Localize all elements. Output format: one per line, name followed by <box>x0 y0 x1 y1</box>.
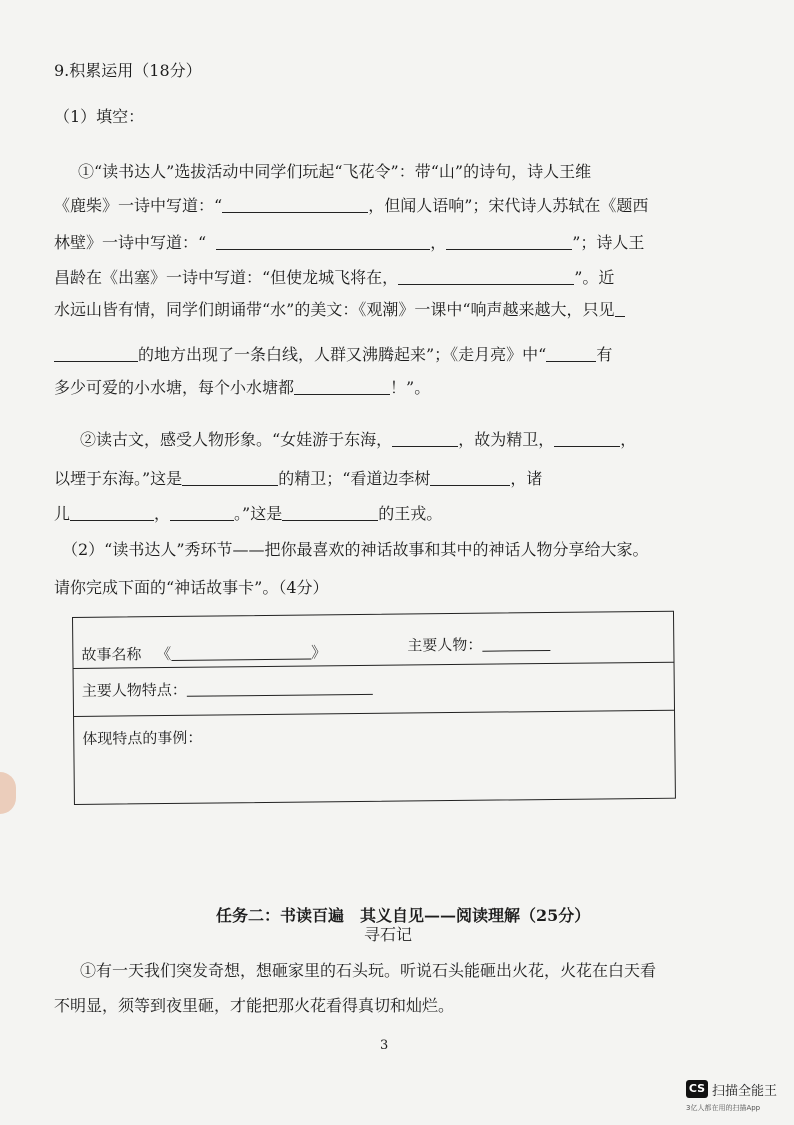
text: 林壁》一诗中写道：“ <box>54 233 207 252</box>
text: ”。近 <box>574 268 615 287</box>
text: 有 <box>596 345 613 364</box>
fill-blank[interactable] <box>282 504 378 521</box>
passage-paragraph-1-line-2: 不明显，须等到夜里砸，才能把那火花看得真切和灿烂。 <box>54 996 455 1015</box>
fill-blank[interactable] <box>392 430 458 447</box>
fill-blank[interactable] <box>615 300 625 317</box>
passage-paragraph-1-line-1: ①有一天我们突发奇想，想砸家里的石头玩。听说石头能砸出火花，火花在白天看 <box>80 961 657 980</box>
open-quote: 《 <box>156 644 172 664</box>
q1-line-5 <box>54 300 625 320</box>
q1-line-6 <box>54 345 612 365</box>
text: ”；诗人王 <box>572 233 645 252</box>
trait-blank[interactable] <box>187 678 373 697</box>
camscanner-logo-icon: CS <box>686 1080 708 1098</box>
fill-blank[interactable] <box>446 233 572 250</box>
section-9-title: 9.积累运用（18分） <box>54 61 202 80</box>
text: 《鹿柴》一诗中写道：“ <box>54 196 223 215</box>
close-quote: 》 <box>311 643 327 662</box>
story-name-blank[interactable] <box>171 642 311 660</box>
fill-blank[interactable] <box>70 504 154 521</box>
fill-blank[interactable] <box>398 268 574 285</box>
fill-blank[interactable] <box>54 345 138 362</box>
text: ，诸 <box>510 469 543 488</box>
q2-line-3 <box>54 504 442 524</box>
text: ，故为精卫， <box>458 430 555 449</box>
q2-line-2 <box>54 469 542 489</box>
text: ， <box>154 504 171 523</box>
example-label: 体现特点的事例： <box>82 728 203 748</box>
q1-line-2 <box>54 196 648 216</box>
story-name-label: 故事名称 <box>81 645 142 664</box>
fill-blank[interactable] <box>216 233 430 250</box>
main-character-label: 主要人物： <box>407 635 483 655</box>
q1-line-7 <box>54 378 430 398</box>
part-2-line-2: 请你完成下面的“神话故事卡”。（4分） <box>54 578 329 597</box>
fill-blank[interactable] <box>546 345 596 362</box>
finger-shadow <box>0 772 16 814</box>
text: 多少可爱的小水塘，每个小水塘都 <box>54 378 295 397</box>
text: 儿 <box>54 504 71 523</box>
q1-line-1: ①“读书达人”选拔活动中同学们玩起“飞花令”：带“山”的诗句，诗人王维 <box>78 162 592 181</box>
fill-blank[interactable] <box>222 196 368 213</box>
main-character-blank[interactable] <box>482 634 550 652</box>
q1-line-3 <box>54 233 644 253</box>
text: 以堙于东海。”这是 <box>54 469 183 488</box>
text: ②读古文，感受人物形象。“女娃游于东海， <box>80 430 393 449</box>
part-2-line-1: （2）“读书达人”秀环节——把你最喜欢的神话故事和其中的神话人物分享给大家。 <box>62 540 649 559</box>
passage-title: 寻石记 <box>364 925 413 944</box>
text: ！”。 <box>390 378 431 397</box>
fill-blank[interactable] <box>294 378 390 395</box>
watermark-app-name: 扫描全能王 <box>712 1084 778 1099</box>
text: 的地方出现了一条白线，人群又沸腾起来”；《走月亮》中“ <box>138 345 547 364</box>
text: ， <box>430 233 447 252</box>
text: ，但闻人语响”；宋代诗人苏轼在《题西 <box>368 196 649 215</box>
q2-line-1 <box>80 430 636 450</box>
trait-label: 主要人物特点： <box>81 680 187 700</box>
myth-story-card <box>72 611 676 805</box>
fill-blank[interactable] <box>170 504 234 521</box>
watermark-tagline: 3亿人都在用的扫描App <box>686 1104 761 1112</box>
page-number: 3 <box>380 1038 389 1053</box>
text: 。”这是 <box>234 504 283 523</box>
text: ， <box>620 430 637 449</box>
q1-line-4 <box>54 268 614 288</box>
text: 的精卫；“看道边李树 <box>278 469 431 488</box>
text: 水远山皆有情，同学们朗诵带“水”的美文：《观潮》一课中“响声越来越大，只见 <box>54 300 615 319</box>
fill-blank[interactable] <box>554 430 620 447</box>
fill-blank[interactable] <box>430 469 510 486</box>
task-2-title: 任务二：书读百遍 其义自见——阅读理解（25分） <box>216 906 591 925</box>
trait-field <box>82 677 373 701</box>
story-name-field <box>81 641 326 665</box>
main-character-field <box>407 633 550 655</box>
fill-blank[interactable] <box>182 469 278 486</box>
part-1-title: （1）填空： <box>54 107 145 126</box>
text: 的王戎。 <box>378 504 443 523</box>
text: 昌龄在《出塞》一诗中写道：“但使龙城飞将在， <box>54 268 399 287</box>
